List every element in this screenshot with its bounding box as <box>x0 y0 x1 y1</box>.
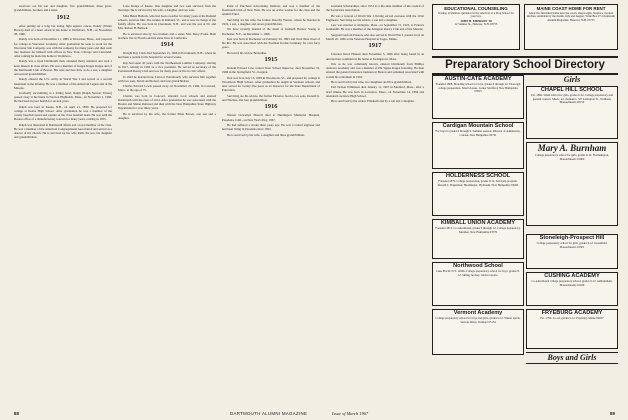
page-footer <box>0 409 628 419</box>
obituary-paragraph: Lotte Dodge of Keene. One daughter and two sons survived from the marriage. He is survived by his wife, a daughter and two sons. <box>118 4 216 13</box>
obituary-column-2 <box>118 4 216 121</box>
obituary-paragraph: Ralph was interested in Dartmouth affairs and a loyal member of the class. He was a member of the American Congregational Association and served as a deacon of his church. He is survived by his wife Ruth, his son, his daughter and grandchildren. <box>14 122 112 140</box>
obituary-paragraph: We have recently learned of the death of Kenneth Harlow Young at Rochester, N.Y., on December 1, 1966. <box>222 27 320 36</box>
school-listing <box>432 262 524 306</box>
obituary-paragraph: Ken was born in Rochester on February 20, 1893 and lived there most of his life. He was associated with the Eastman Kodak Company for over forty years. <box>222 36 320 50</box>
magazine-name: DARTMOUTH ALUMNI MAGAZINE <box>230 411 308 416</box>
obituary-column-3 <box>222 4 320 138</box>
educational-counseling-ad <box>432 4 520 50</box>
school-listing <box>432 219 524 259</box>
school-description: College preparatory school for girls, grades 9-12. Greenfield, Massachusetts 01301 <box>536 241 608 249</box>
obituary-paragraph: Ray had spent 45 years with the Northeastern Lumber Company, starting in 1917, retiring in 1962 as a vice president. He served as secretary of the Portsmouth Rotary Club and was for many years active in civic affairs. <box>118 60 216 74</box>
obituary-paragraph: Charles Edward Lewis passed away on November 25, 1966, in Concord, Mass., at the age of 75. <box>118 84 216 93</box>
school-name: Vermont Academy <box>453 310 503 316</box>
school-name: Northwood School <box>453 263 503 269</box>
school-name: HOLDERNESS SCHOOL <box>445 173 511 179</box>
obituary-paragraph: Ralph was born in Keene, N.H., on April 21, 1890. He prepared for college at Keene High School. After graduation he was a member of the varsity baseball squad and captain of the class baseball team. He was with the Boston office of a manufacturing concern for many years, retiring in 1955. <box>14 104 112 122</box>
obituary-paragraph: After putting up a long but losing fight against cancer, Randy (Walter Brown) died of a heart attack in his home at Wolfeboro, N.H., on November 28, 1966. <box>14 23 112 36</box>
obituary-paragraph: Point of Purchase Advertising Institute, and was a member of the Dartmouth Club of New York. He was an active worker for the class and the Alumni Fund. <box>222 4 320 17</box>
school-name: Cardigan Mountain School <box>442 123 514 129</box>
school-description: Co-educational college preparatory school, grades 9-12. Ashburnham, Massachusetts 01430 <box>531 279 613 287</box>
obituary-paragraph: Earl Nelson Wilkinson died January 11, 1967 in Medford, Mass., after a brief illness. He was born in Lawrence, Mass., on November 14, 1894 and attended Lawrence High School. <box>326 85 424 98</box>
right-page-number: 89 <box>610 411 615 416</box>
boys-and-girls-section-heading: Boys and Girls <box>526 352 618 364</box>
obituary-column-4 <box>326 4 424 105</box>
school-description: Est. 1860. Small school for girls, grades 9-12. College preparatory and general courses. Music, art, dramatics. 327 Lexington St., Waltham, Massachusetts 02154 <box>531 93 613 105</box>
school-listing <box>432 309 524 355</box>
obituary-paragraph: Jim, as he was commonly known, entered Dartmouth from Phillips Andover Academy and was a member of Phi Sigma Kappa fraternity. He then entered the general insurance business in Boston and remained associated with it until his retirement in 1962. <box>326 62 424 79</box>
school-listing <box>526 272 618 306</box>
obituary-paragraph: Surviving are his widow, the former Florence Jacobs, two sons, Donald Jr. and Thomas, and four grandchildren. <box>222 93 320 102</box>
prep-school-directory-banner: Preparatory School Directory <box>432 56 618 75</box>
school-description: College preparatory school for boys and girls, grades 9-12. Winter sports. Saxtons River, Vermont 05154 <box>435 316 521 324</box>
class-year-heading: 1914 <box>160 41 174 49</box>
obituary-paragraph: Clarence Knox Hanson died November 5, 1966 after being found in an unconscious condition in his home at Swampscott, Mass. <box>326 52 424 61</box>
edu-ad-title: EDUCATIONAL COUNSELING <box>444 6 508 11</box>
obituary-paragraph: Miss Helen Bullock, who had been a teacher for many years at the Rutland schools, survives him. She resides in Rutland, Vt., and is now in charge of the family affairs. He was born in Claremont, N.H., and was the son of Dr. and Mrs. Robert H. Bullock. <box>118 13 216 31</box>
school-description: Lake Placid, N.Y. 12946. College preparatory school for boys, grades 8-12. Skiing, hockey, outdoor sports. <box>436 269 520 277</box>
obituary-paragraph: Surviving are his wife, the former Dorothy Warren, whom he married in 1919, a son, a daughter and seven grandchildren. <box>222 17 320 26</box>
edu-ad-body: Testing, evaluation, guidance in the selection of a Prep School for your boy. <box>437 10 515 19</box>
school-listing <box>432 75 524 119</box>
maine-ad-title: MAINE COAST HOME FOR RENT <box>536 6 606 11</box>
class-year-heading: 1912 <box>56 13 70 21</box>
maine-ad-body: Attractive furnished home near the ocean, sleeps eight, fireplace, modern kitchen. Available by the month, July and August. Write Box 27, Dartmouth Alumni Magazine, Hanover, N.H. 03755 <box>527 10 615 22</box>
school-listing <box>526 234 618 269</box>
school-name: Mary A. Burnham <box>537 143 607 153</box>
obituary-paragraph: He is survived by his wife, two daughters and five grandchildren. <box>331 79 412 84</box>
school-description: Founded 1813. Co-educational, grades 9 through 12. College preparatory. Meriden, New Hampshire 03770 <box>435 226 521 234</box>
school-description: For boys in grades 6 through 9. Summer session. Director of Admissions, Canaan, New Hampshire 03741 <box>435 129 521 137</box>
obituary-paragraph: Lew was married at Abington, Mass., on September 15, 1923, to Frances Goldsmith. He was a member of the Abington Rotary Club and of the Masons. <box>326 23 424 32</box>
obituary-paragraph: He leaves his widow Bernadine. <box>227 50 267 55</box>
obituary-paragraph: Charles was born in Concord, attended local schools and entered Dartmouth with the class of 1914. After graduation he was associated with the Boston and Maine Railroad and then with the New Hampshire State Highway Department for over thirty years. <box>118 93 216 111</box>
school-name: KIMBALL UNION ACADEMY <box>440 220 516 226</box>
obituary-paragraph: Sergeant Gerford Preston, who also served in World War I, passed away on March 20, 1966 at the Veterans Hospital in Togus, Maine. <box>326 32 424 41</box>
school-name: FRYEBURG ACADEMY <box>541 310 603 316</box>
obituary-paragraph: He is survived by his wife, the former Ethel Brown, one son and a daughter. <box>118 111 216 120</box>
obituary-paragraph: Randy entered the U.S. Army in World War I and served as a second lieutenant in the infantry. He was a member of the American Legion and of the Masons. <box>14 77 112 90</box>
obituary-paragraph: Randy was born on December 11, 1889 at Worcester, Mass., and prepared for college at Worcester Academy. After graduation he went to work for the Worcester Salt Company, was with the company for many years and then went into business for himself with offices in New York, Chicago and Cleveland. After retiring he made his home in Wolfeboro. <box>14 37 112 58</box>
school-listing <box>432 122 524 169</box>
school-listing <box>526 142 618 226</box>
obituary-paragraph: sessional Scholarships, since 1951 as a life-time member of the council of the Secretaries Association. <box>326 4 424 13</box>
class-year-heading: 1915 <box>264 56 278 64</box>
obituary-paragraph: He is survived also by two brothers and a sister, Mrs. Mary Evans. Both brothers live in Florida and his sister lives in California. <box>118 31 216 40</box>
obituary-paragraph: Dwight Ray Clark died September 15, 1966 in Portsmouth, N.H., where he had been a patient in the hospital for several weeks. <box>118 51 216 60</box>
class-year-heading: 1916 <box>264 103 278 111</box>
school-description: College preparatory school for girls, grades 9-12. Northampton, Massachusetts 01060 <box>535 153 609 161</box>
obituary-paragraph: Donald Edward Law, retired State School inspector, died November 19, 1966 in the Springfield, Vt., hospital. <box>222 66 320 75</box>
obituary-paragraph: He was a veteran of World War I, having served overseas with the 101st Engineers. Surviving are his widow, a son and a daughter. <box>326 13 424 22</box>
school-name: CUSHING ACADEMY <box>544 273 600 279</box>
obituary-paragraph: He is survived by his wife, a daughter and three grandchildren. <box>227 132 305 137</box>
class-year-heading: 1917 <box>368 42 382 50</box>
school-name: AUSTIN-CATE ACADEMY <box>444 76 512 82</box>
obituary-paragraph: Warren Llewellyn Howell died at Huntington Memorial Hospital, Pasadena, Calif., on New Year's Day, 1967. <box>222 113 320 122</box>
obituary-paragraph: In 1923 he married Ione Laird of Portsmouth, who survives him together with two sons, David and Robert, and four grandchildren. <box>118 74 216 83</box>
maine-coast-home-ad <box>524 4 618 50</box>
obituary-column-1 <box>14 4 112 141</box>
school-name: CHAPEL HILL SCHOOL <box>540 87 604 93</box>
obituary-paragraph: He is survived by his widow Elizabeth and by a son and a daughter. <box>331 99 415 104</box>
girls-section-heading: Girls <box>563 75 581 84</box>
issue-date: Issue of March 1967 <box>332 411 369 416</box>
obituary-paragraph: He had suffered a stroke three years ago. He was a retired engineer and had been living in Pasadena since 1952. <box>222 122 320 132</box>
school-description: Founded 1808. Boarding school for boys, grades 9 through 12. Thorough college preparation. Small classes. Center Strafford, New Hampshire 03815 <box>435 82 521 94</box>
obituary-paragraph: Gradually succumbing to a failing heart, Ralph (Ralph Stewart Turner) passed away at his home in Newton Highlands, Mass., on November 1, 1966. He had been in poor health for several years. <box>14 91 112 104</box>
school-description: Est. 1792. Co-ed, grades 9-12. Fryeburg, Maine 04037 <box>540 316 604 320</box>
obituary-paragraph: Don was born July 15, 1893 in Woodstock, Vt., and prepared for college at Woodstock High School. After graduation he taught in Vermont schools and later served for twenty-five years as an inspector for the State Department of Education. <box>222 75 320 93</box>
school-description: Founded 1879. College preparation, grades 9-12. Self-help program. Donald C. Hagerman, Headmaster, Plymouth, New Hampshire 03264 <box>437 179 519 187</box>
obituary-paragraph: survivors are his son and daughter, five grandchildren, three great-grandchildren, brothers and a sister. <box>14 4 112 13</box>
school-name: Stoneleigh-Prospect Hill <box>539 235 605 241</box>
school-listing <box>526 309 618 349</box>
left-page-number: 88 <box>14 411 19 416</box>
obituary-paragraph: Randy was a loyal Dartmouth man, attended many reunions and took a keen interest in class affairs. He was a member of Kappa Kappa Kappa and of the Dartmouth Club of Boston. His wife survives him, as do a son, a daughter and several grandchildren. <box>14 59 112 76</box>
edu-ad-contact-address: 12 Sumner St., Hanover, N.H. 03755 <box>454 22 498 27</box>
school-listing <box>526 86 618 139</box>
edu-ad-contact-name: JOHN H. EMERSON '38 <box>460 18 492 23</box>
school-listing <box>432 172 524 216</box>
